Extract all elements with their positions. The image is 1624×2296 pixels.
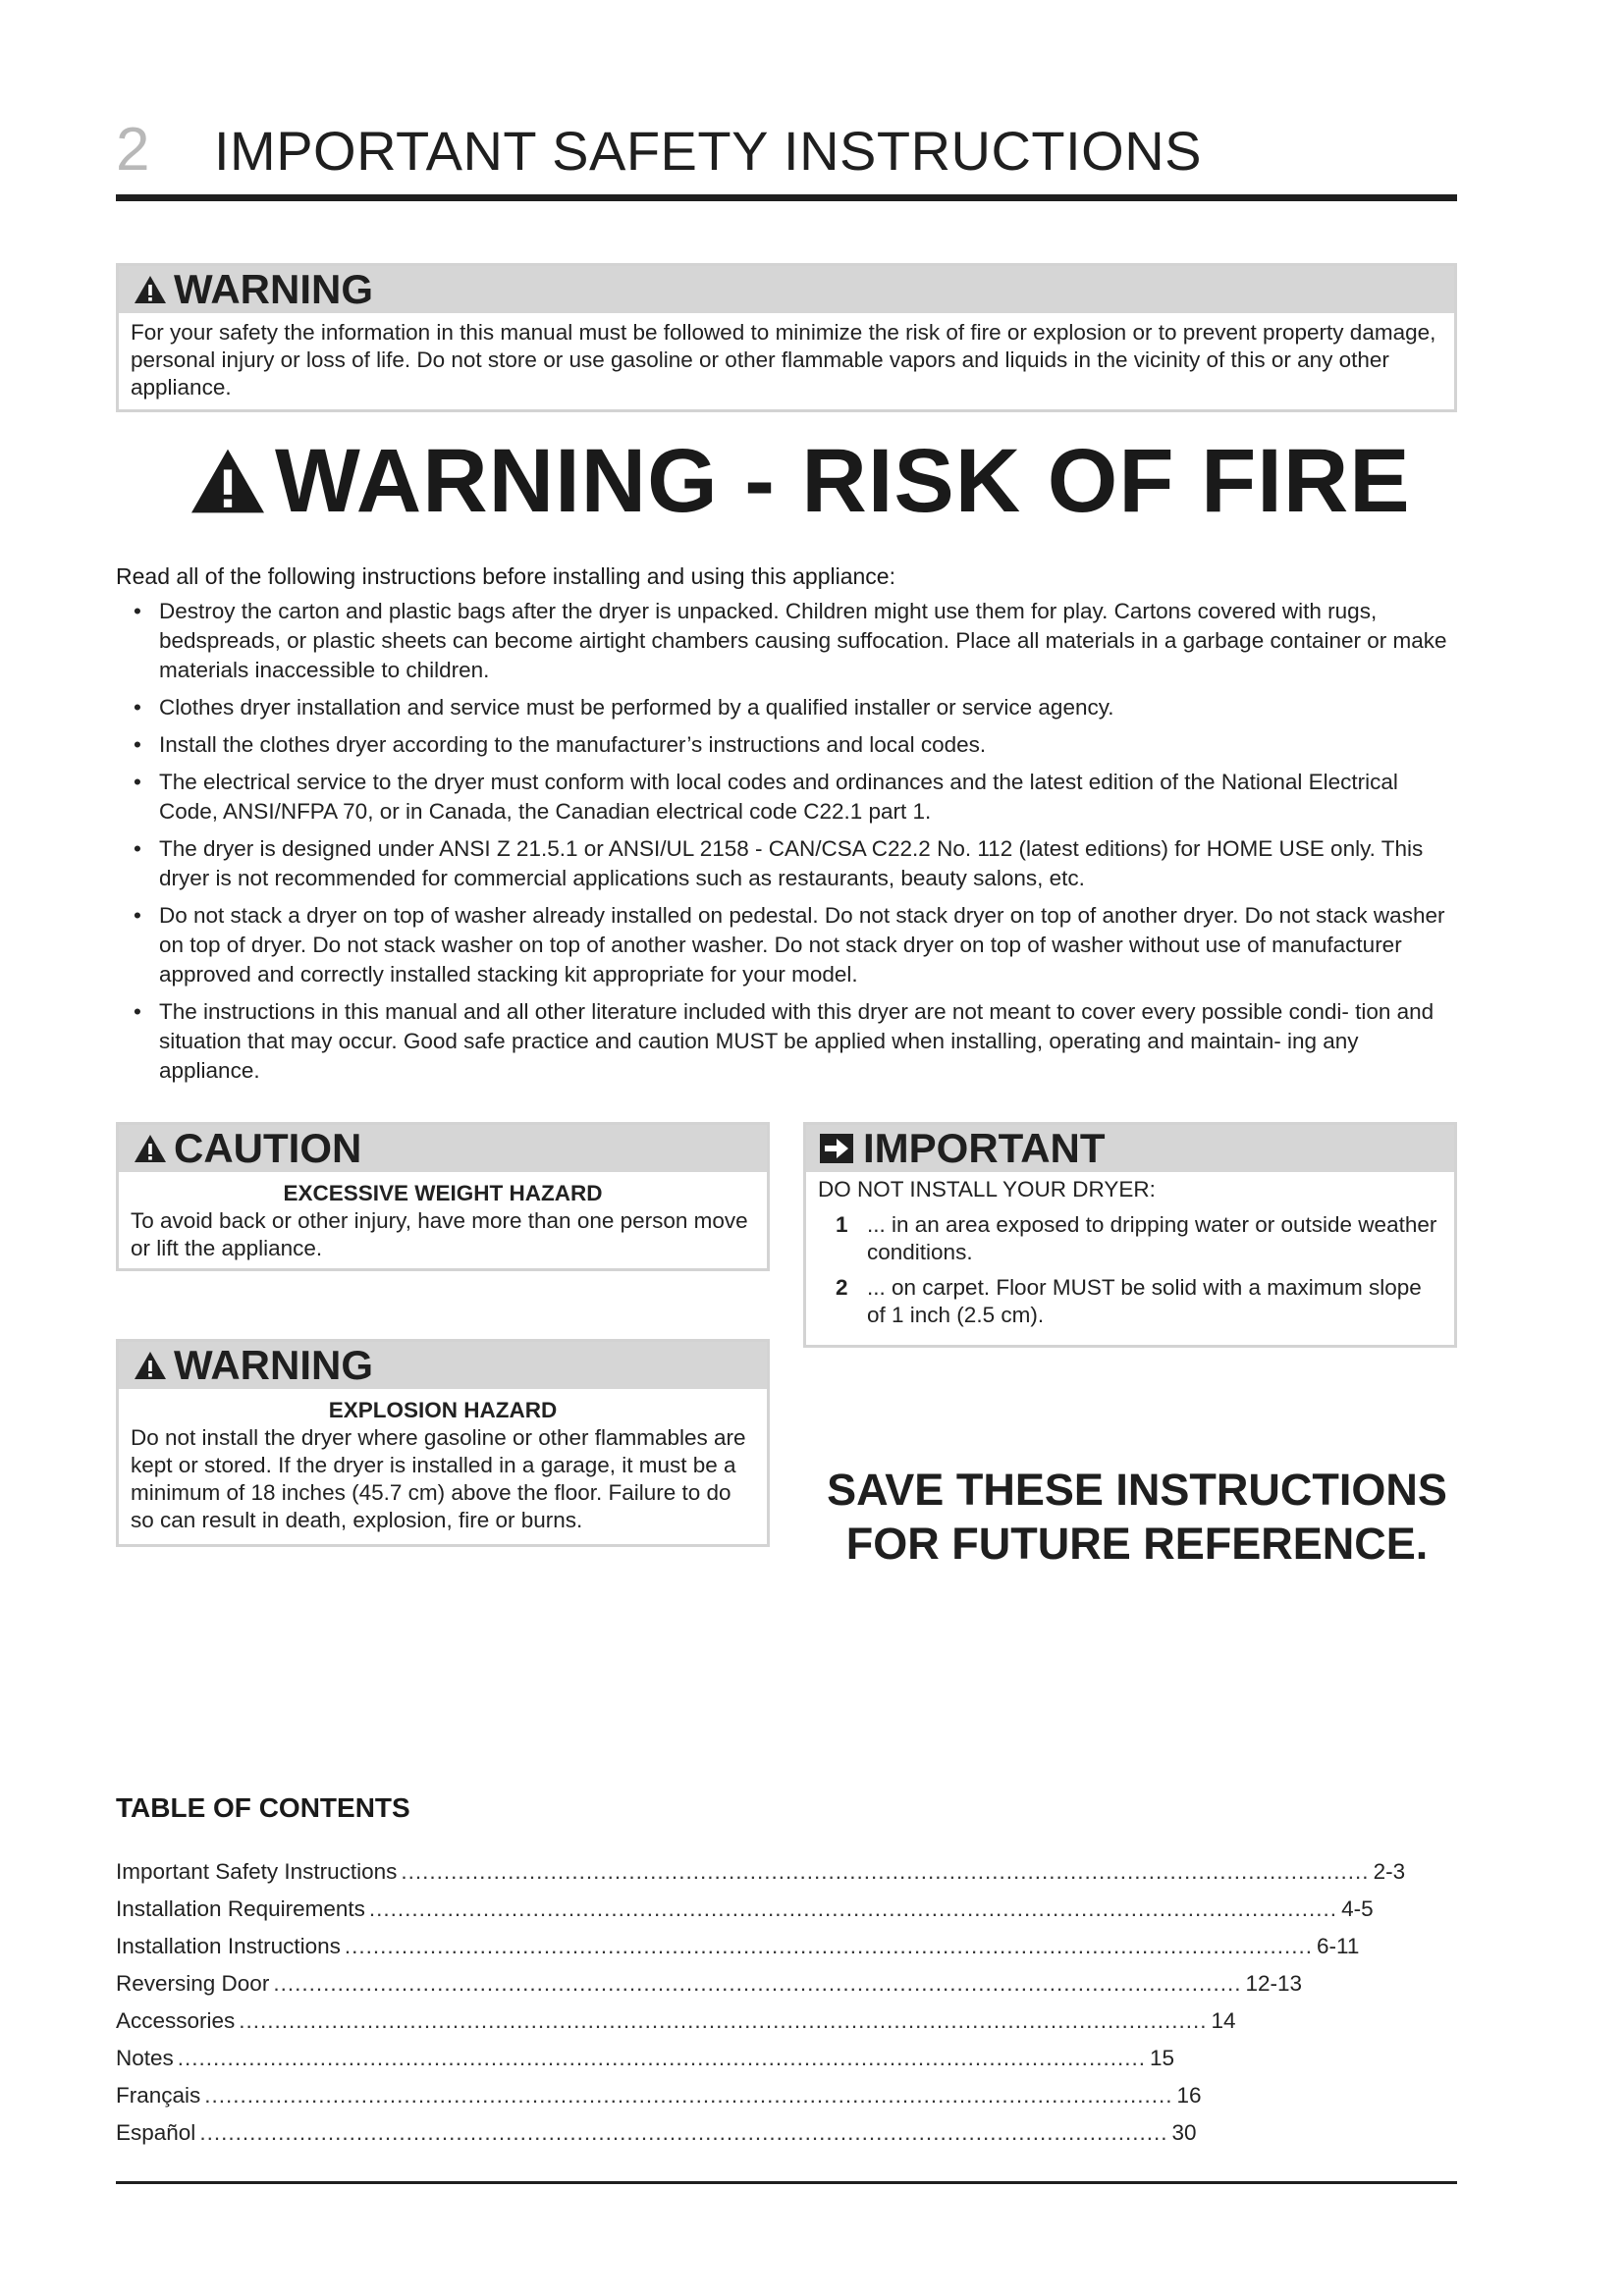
toc-entry[interactable] (116, 1965, 1303, 2002)
toc-entry[interactable] (116, 1853, 1406, 1891)
warning-box-header (119, 266, 1454, 313)
list-item: • Do not stack a dryer on top of washer already installed on pedestal. Do not stack dryer on top of another dryer. Do not stack washer on top of dryer. Do not stack washer on top of another washer. Do not stack dryer on top of washer without use of manufacturer approved and correctly installed stacking kit appropriate for your model. (128, 901, 1463, 989)
explosion-subtitle: EXPLOSION HAZARD (328, 1398, 558, 1422)
fire-warning-list (128, 597, 1463, 1094)
toc-entry[interactable] (116, 2002, 1236, 2040)
fire-warning-title: WARNING - RISK OF FIRE (275, 431, 1411, 531)
toc-list (116, 1853, 1406, 2152)
toc-title: TABLE OF CONTENTS (116, 1792, 410, 1823)
toc-entry[interactable] (116, 2114, 1197, 2152)
list-item: • Destroy the carton and plastic bags after the dryer is unpacked. Children might use them for play. Cartons covered with rugs, bedspreads, or plastic sheets can become airtight chambers causing suffocation. Place all materials in a garbage container or make materials inaccessible to children. (128, 597, 1463, 685)
caution-box-header (119, 1125, 767, 1172)
toc-leader: ........................................................................................................................................ (273, 1971, 1242, 1996)
list-item-text: ... on carpet. Floor MUST be solid with a maximum slope of 1 inch (2.5 cm). (867, 1275, 1422, 1327)
caution-text: To avoid back or other injury, have more than one person move or lift the appliance. (131, 1208, 748, 1260)
explosion-warning-box (116, 1339, 770, 1547)
caution-label: CAUTION (174, 1125, 362, 1171)
page-title: IMPORTANT SAFETY INSTRUCTIONS (214, 120, 1203, 182)
important-heading: DO NOT INSTALL YOUR DRYER: (818, 1177, 1156, 1201)
toc-entry-page: 2-3 (1373, 1859, 1406, 1884)
warning-label: WARNING (174, 266, 373, 312)
save-notice-line2: FOR FUTURE REFERENCE. (845, 1519, 1429, 1569)
list-item-number: 2 (836, 1275, 848, 1300)
caution-box (116, 1122, 770, 1271)
save-notice-line1: SAVE THESE INSTRUCTIONS (827, 1465, 1447, 1515)
arrow-right-box-icon (820, 1134, 853, 1163)
warning-triangle-icon (187, 445, 269, 517)
list-item-number: 1 (836, 1212, 848, 1237)
toc-leader: ........................................................................................................................................ (199, 2120, 1168, 2145)
toc-entry-label: Español (116, 2120, 196, 2145)
list-item: • Clothes dryer installation and service must be performed by a qualified installer or service agency. (128, 693, 1463, 722)
fire-warning-intro: Read all of the following instructions before installing and using this appliance: (116, 563, 895, 589)
toc-leader: ........................................................................................................................................ (204, 2083, 1173, 2108)
save-notice (803, 1463, 1471, 1571)
explosion-warning-label: WARNING (174, 1342, 373, 1388)
toc-entry-label: Reversing Door (116, 1971, 270, 1996)
warning-box (116, 263, 1457, 412)
toc-leader: ........................................................................................................................................ (177, 2046, 1146, 2070)
toc-leader: ........................................................................................................................................ (239, 2008, 1208, 2033)
toc-entry[interactable] (116, 2077, 1202, 2114)
warning-text: For your safety the information in this manual must be followed to minimize the risk of fire or explosion or to prevent property damage, personal injury or loss of life. Do not store or use gasoline or other flammable vapors and liquids in the vicinity of this or any other appliance. (131, 320, 1436, 400)
toc-leader: ........................................................................................................................................ (368, 1896, 1338, 1921)
warning-triangle-icon (133, 1133, 168, 1164)
toc-entry-label: Notes (116, 2046, 174, 2070)
warning-triangle-icon (133, 274, 168, 305)
footer-rule (116, 2181, 1457, 2184)
warning-triangle-icon (133, 1350, 168, 1381)
toc-entry-page: 30 (1171, 2120, 1197, 2145)
toc-entry-label: Installation Requirements (116, 1896, 365, 1921)
toc-entry-label: Installation Instructions (116, 1934, 341, 1958)
caution-body (119, 1172, 767, 1272)
explosion-box-header (119, 1342, 767, 1389)
toc-entry[interactable] (116, 1891, 1374, 1928)
toc-entry-label: Important Safety Instructions (116, 1859, 398, 1884)
important-label: IMPORTANT (863, 1125, 1106, 1171)
toc-entry[interactable] (116, 1928, 1360, 1965)
explosion-body (119, 1389, 767, 1544)
list-item: • The dryer is designed under ANSI Z 21.5.1 or ANSI/UL 2158 - CAN/CSA C22.2 No. 112 (latest editions) for HOME USE only. This dryer is not recommended for commercial applications such as restaurants, beauty salons, etc. (128, 834, 1463, 893)
list-item (818, 1274, 1442, 1329)
caution-subtitle: EXCESSIVE WEIGHT HAZARD (283, 1181, 603, 1205)
toc-entry-label: Accessories (116, 2008, 236, 2033)
toc-entry-label: Français (116, 2083, 201, 2108)
important-body (806, 1172, 1454, 1339)
explosion-text: Do not install the dryer where gasoline or other flammables are kept or stored. If the dryer is installed in a garage, it must be a minimum of 18 inches (45.7 cm) above the floor. Failure to do so can result in death, explosion, fire or burns. (131, 1425, 746, 1532)
list-item-text: ... in an area exposed to dripping water or outside weather conditions. (867, 1212, 1437, 1264)
toc-entry-page: 14 (1211, 2008, 1236, 2033)
header-rule (116, 194, 1457, 201)
list-item (818, 1211, 1442, 1266)
toc-entry[interactable] (116, 2040, 1174, 2077)
fire-warning-heading (187, 432, 1411, 530)
list-item: • The electrical service to the dryer must conform with local codes and ordinances and the latest edition of the National Electrical Code, ANSI/NFPA 70, or in Canada, the Canadian electrical code C22.1 part 1. (128, 768, 1463, 827)
toc-entry-page: 4-5 (1341, 1896, 1374, 1921)
toc-entry-page: 12-13 (1245, 1971, 1303, 1996)
important-list (818, 1211, 1442, 1329)
list-item: • The instructions in this manual and all other literature included with this dryer are not meant to cover every possible condi- tion and situation that may occur. Good safe practice and caution MUST be applied when installing, operating and maintain- ing any appliance. (128, 997, 1463, 1086)
toc-entry-page: 15 (1149, 2046, 1174, 2070)
list-item: • Install the clothes dryer according to the manufacturer’s instructions and local codes. (128, 730, 1463, 760)
page-number: 2 (116, 116, 150, 184)
toc-leader: ........................................................................................................................................ (344, 1934, 1314, 1958)
toc-entry-page: 6-11 (1317, 1934, 1360, 1958)
important-box-header (806, 1125, 1454, 1172)
important-box (803, 1122, 1457, 1348)
toc-entry-page: 16 (1176, 2083, 1202, 2108)
toc-leader: ........................................................................................................................................ (401, 1859, 1370, 1884)
